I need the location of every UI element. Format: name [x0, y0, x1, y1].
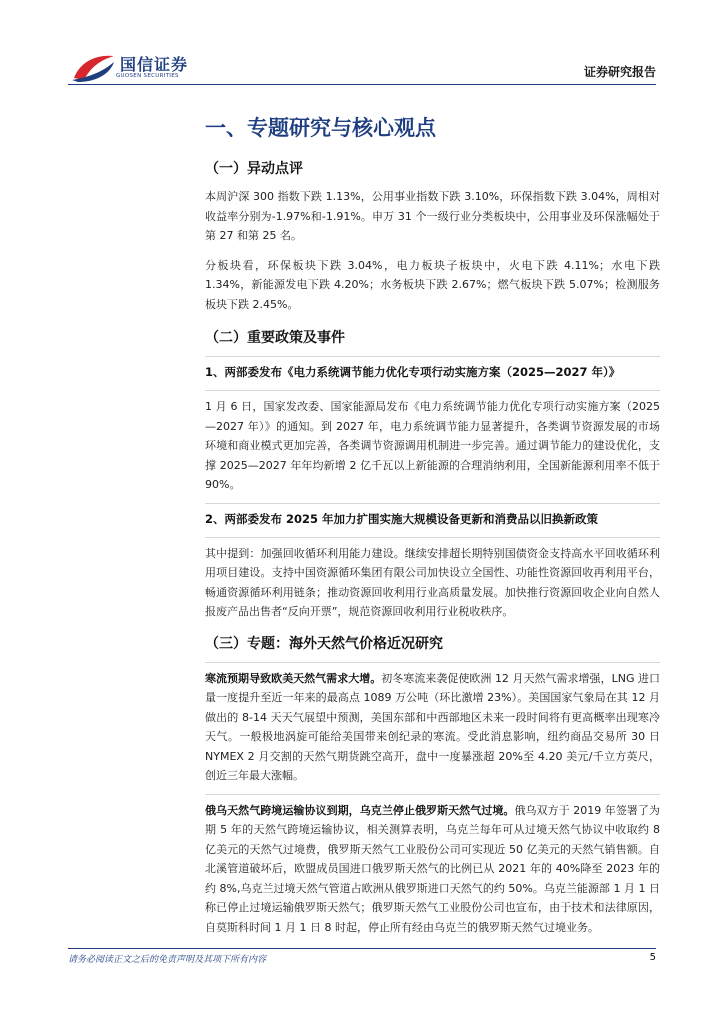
- divider: [205, 537, 660, 538]
- header-divider: [68, 84, 656, 85]
- page-header: [0, 0, 724, 90]
- section3-paragraph-2-lead: 俄乌天然气跨境运输协议到期，乌克兰停止俄罗斯天然气过境。: [205, 803, 515, 817]
- section1-heading: （一）异动点评: [205, 161, 303, 177]
- section1-paragraph-2: 分板块看，环保板块下跌 3.04%，电力板块子板块中，火电下跌 4.11%；水电下跌 1.34%，新能源发电下跌 4.20%；水务板块下跌 2.67%；燃气板块下跌 5.07%；检测服务板块下跌 2.45%。: [205, 258, 660, 311]
- footer-disclaimer: 请务必阅读正文之后的免责声明及其项下所有内容: [68, 955, 267, 965]
- policy-item-2-body: 其中提到：加强回收循环利用能力建设。继续安排超长期特别国债资金支持高水平回收循环利用项目建设。支持中国资源循环集团有限公司加快设立全国性、功能性资源回收再利用平台，畅通资源循环利用链条；推动资源回收利用行业高质量发展。加快推行资源回收企业向自然人报废产品出售者“反向开票”，规范资源回收利用行业税收秩序。: [205, 546, 660, 618]
- section3-paragraph-1: [205, 669, 660, 786]
- divider: [205, 390, 660, 391]
- footer-divider: [68, 948, 656, 949]
- section3-paragraph-2-text: 俄乌双方于 2019 年签署了为期 5 年的天然气跨境运输协议，相关测算表明，乌克兰每年可从过境天然气协议中收取约 8 亿美元的天然气过境费，俄罗斯天然气工业股份公司可实现近 50 亿美元的天然气销售额。自北溪管道破坏后，欧盟成员国进口俄罗斯天然气的比例已从 2021 年的 40%降至 2023 年的约 8%,乌克兰过境天然气管道占欧洲从俄罗斯进口天然气的约 50%。乌克兰能源部 1 月 1 日称已停止过境运输俄罗斯天然气；俄罗斯天然气工业股份公司也宣布，由于技术和法律原因，自莫斯科时间 1 月 1 日 8 时起，停止所有经由乌克兰的俄罗斯天然气过境业务。: [205, 803, 660, 934]
- main-content: [205, 113, 660, 937]
- policy-item-2-title: 2、两部委发布 2025 年加力扩围实施大规模设备更新和消费品以旧换新政策: [205, 511, 599, 526]
- divider: [205, 356, 660, 357]
- section3-paragraph-1-lead: 寒流预期导致欧美天然气需求大增。: [205, 671, 382, 685]
- section3-paragraph-2: [205, 801, 660, 938]
- spacer: [205, 246, 660, 256]
- page-title: 一、专题研究与核心观点: [205, 116, 436, 140]
- section2-heading: （二）重要政策及事件: [205, 330, 345, 346]
- divider: [205, 794, 660, 795]
- section1-paragraph-1: 本周沪深 300 指数下跌 1.13%，公用事业指数下跌 3.10%，环保指数下跌 3.04%，周相对收益率分别为-1.97%和-1.91%。申万 31 个一级行业分类板块中，公用事业及环保涨幅处于第 27 和第 25 名。: [205, 190, 660, 242]
- section3-heading: （三）专题：海外天然气价格近况研究: [205, 635, 443, 652]
- section3-paragraph-1-text: 初冬寒流来袭促使欧洲 12 月天然气需求增强，LNG 进口量一度提升至近一年来的最高点 1089 万公吨（环比激增 23%）。美国国家气象局在其 12 月做出的 8-14 天天气展望中预测，美国东部和中西部地区未来一段时间将有更高概率出现寒冷天气。一般极地涡旋可能给美国带来创纪录的寒流。受此消息影响，纽约商品交易所 30 日 NYMEX 2 月交割的天然气期货跳空高开，盘中一度暴涨超 20%至 4.20 美元/千立方英尺，创近三年最大涨幅。: [205, 671, 661, 782]
- logo-text-cn: 国信证券: [120, 55, 189, 74]
- page-number: 5: [649, 952, 656, 963]
- policy-item-1-body: 1 月 6 日，国家发改委、国家能源局发布《电力系统调节能力优化专项行动实施方案（2025—2027 年）》的通知。到 2027 年，电力系统调节能力显著提升，各类调节资源发展的市场环境和商业模式更加完善，各类调节资源调用机制进一步完善。通过调节能力的建设优化，支撑 2025—2027 年年均新增 2 亿千瓦以上新能源的合理消纳利用，全国新能源利用率不低于 90%。: [205, 400, 660, 491]
- policy-item-1-title: 1、两部委发布《电力系统调节能力优化专项行动实施方案（2025—2027 年）》: [205, 365, 621, 379]
- divider: [205, 662, 660, 663]
- divider: [205, 503, 660, 504]
- logo-text-en: GUOSEN SECURITIES: [116, 73, 179, 79]
- report-type-label: 证券研究报告: [583, 65, 656, 79]
